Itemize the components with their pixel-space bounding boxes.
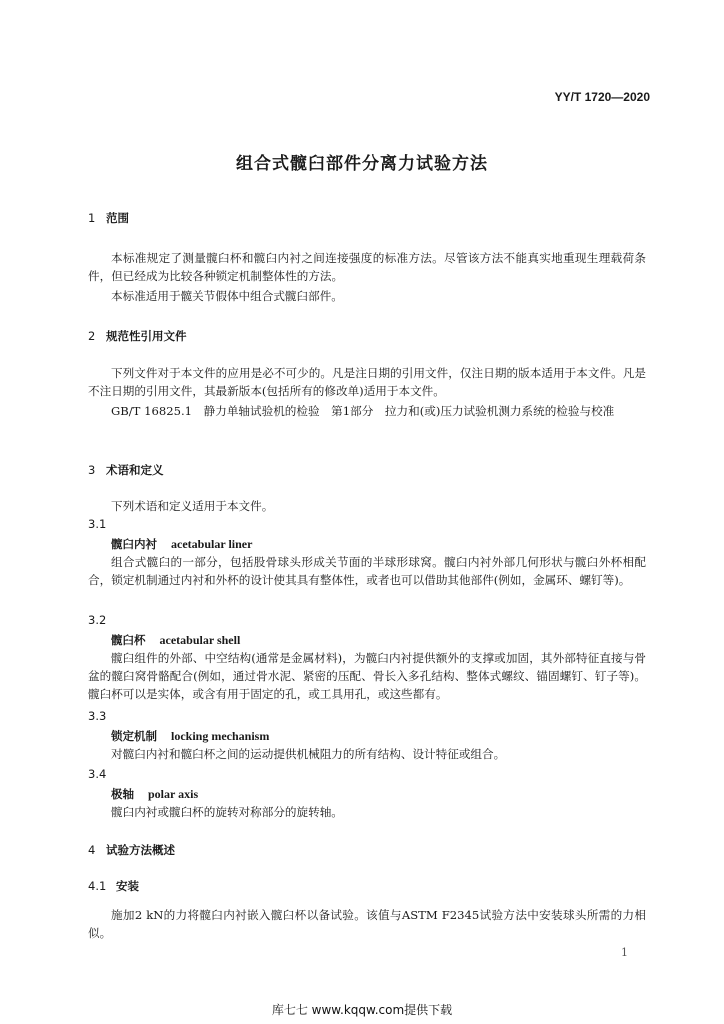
section-2-reference: GB/T 16825.1 静力单轴试验机的检验 第1部分 拉力和(或)压力试验机测力系统的检验与校准 — [111, 404, 615, 418]
term-3-1-definition: 组合式髋臼的一部分，包括股骨球头形成关节面的半球形球窝。髋臼内衬外部几何形状与髋臼外杯相配合，锁定机制通过内衬和外杯的设计使其具有整体性，或者也可以借助其他部件(例如，金属环、螺钉等)。 — [88, 555, 646, 587]
footer-watermark: 库七七 www.kqqw.com提供下载 — [271, 1003, 453, 1017]
term-number: 3.4 — [88, 767, 107, 781]
section-number: 4 — [88, 843, 96, 857]
section-title: 范围 — [106, 211, 129, 225]
section-2-paragraph-1: 下列文件对于本文件的应用是必不可少的。凡是注日期的引用文件，仅注日期的版本适用于本文件。凡是不注日期的引用文件，其最新版本(包括所有的修改单)适用于本文件。 — [88, 366, 646, 398]
section-title: 术语和定义 — [106, 463, 164, 477]
page-title: 组合式髋臼部件分离力试验方法 — [236, 154, 488, 174]
section-3-intro: 下列术语和定义适用于本文件。 — [111, 499, 274, 513]
section-3-heading — [88, 462, 164, 478]
section-1-heading — [88, 210, 129, 226]
term-3-4 — [111, 786, 198, 802]
section-number: 3 — [88, 463, 96, 477]
term-cn: 锁定机制 — [111, 729, 157, 743]
section-title: 试验方法概述 — [106, 843, 175, 857]
section-title: 规范性引用文件 — [106, 329, 187, 343]
section-1-paragraph-1: 本标准规定了测量髋臼杯和髋臼内衬之间连接强度的标准方法。尽管该方法不能真实地重现生理载荷条件，但已经成为比较各种锁定机制整体性的方法。 — [88, 251, 646, 283]
section-2-heading — [88, 328, 187, 344]
term-en: acetabular shell — [159, 633, 241, 647]
term-3-3-definition: 对髋臼内衬和髋臼杯之间的运动提供机械阻力的所有结构、设计特征或组合。 — [111, 747, 506, 761]
term-3-2-definition: 髋臼组件的外部、中空结构(通常是金属材料)，为髋臼内衬提供额外的支撑或加固，其外部特征直接与骨盆的髋臼窝骨骼配合(例如，通过骨水泥、紧密的压配、骨长入多孔结构、整体式螺纹、锚固螺钉、钉子等)。髋臼杯可以是实体，或含有用于固定的孔，或工具用孔，或这些都有。 — [88, 651, 646, 701]
term-3-1 — [111, 536, 252, 552]
term-en: acetabular liner — [171, 537, 253, 551]
term-number: 3.3 — [88, 709, 107, 723]
term-3-3 — [111, 728, 269, 744]
term-en: polar axis — [148, 787, 199, 801]
subsection-number: 4.1 — [88, 879, 107, 893]
page-number: 1 — [621, 946, 628, 959]
term-cn: 极轴 — [111, 787, 134, 801]
term-3-2 — [111, 632, 240, 648]
term-cn: 髋臼杯 — [111, 633, 146, 647]
term-en: locking mechanism — [171, 729, 270, 743]
section-number: 1 — [88, 211, 96, 225]
term-cn: 髋臼内衬 — [111, 537, 157, 551]
section-4-heading — [88, 842, 175, 858]
term-3-4-definition: 髋臼内衬或髋臼杯的旋转对称部分的旋转轴。 — [111, 805, 343, 819]
section-1-paragraph-2: 本标准适用于髋关节假体中组合式髋臼部件。 — [111, 289, 343, 303]
section-number: 2 — [88, 329, 96, 343]
standard-code: YY/T 1720—2020 — [554, 90, 650, 104]
term-number: 3.1 — [88, 517, 107, 531]
term-number: 3.2 — [88, 613, 107, 627]
subsection-4-1-heading — [88, 878, 139, 894]
subsection-4-1-paragraph: 施加2 kN的力将髋臼内衬嵌入髋臼杯以备试验。该值与ASTM F2345试验方法中安装球头所需的力相似。 — [88, 908, 646, 940]
subsection-title: 安装 — [116, 879, 139, 893]
